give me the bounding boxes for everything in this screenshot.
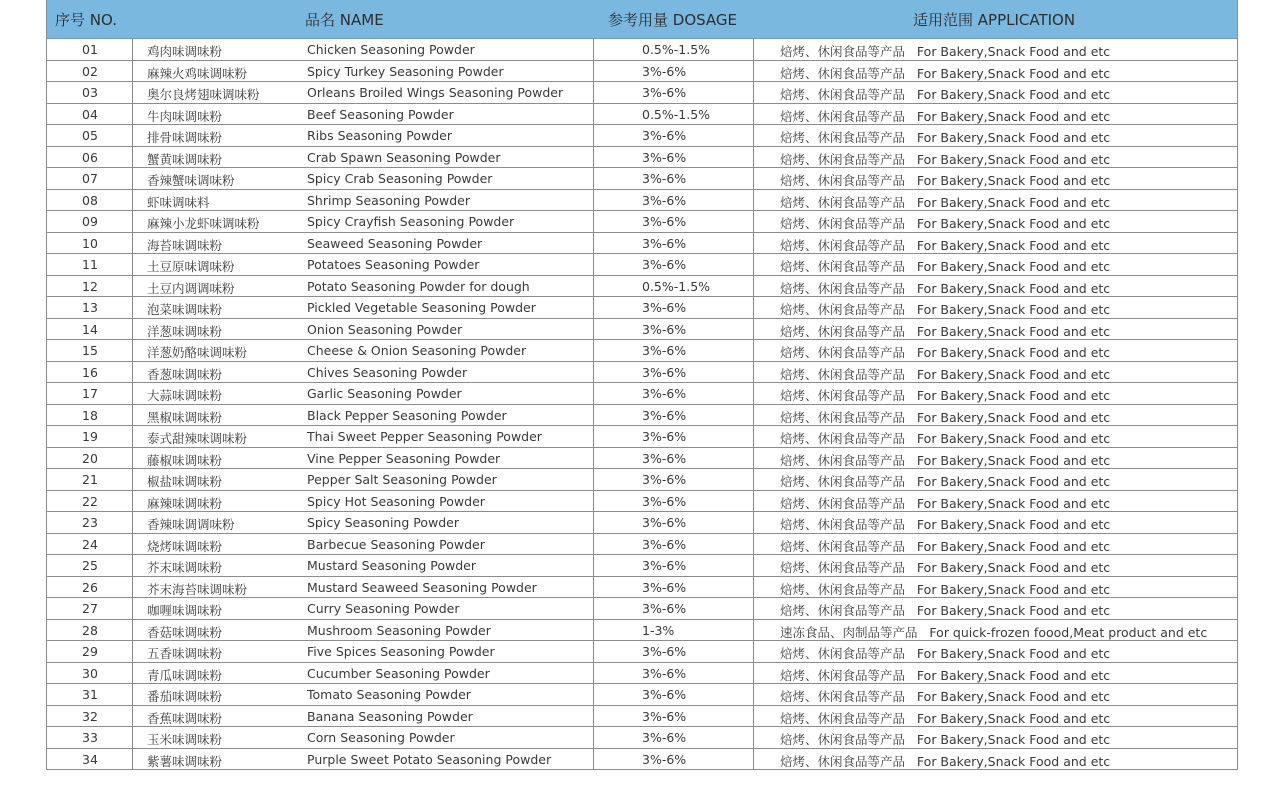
table-row (47, 512, 1237, 534)
table-row (47, 383, 1237, 405)
product-name-en: Mushroom Seasoning Powder (307, 622, 491, 638)
dosage: 3%-6% (642, 149, 687, 165)
application: 焙烤、休闲食品等产品 For Bakery,Snack Food and etc (780, 732, 1111, 747)
dosage: 3%-6% (642, 386, 687, 401)
product-name-cn: 蟹黄味调味粉 (147, 151, 223, 167)
header-no: 序号 NO. (55, 11, 117, 29)
row-number: 21 (82, 472, 98, 487)
application: 焙烤、休闲食品等产品 For Bakery,Snack Food and etc (780, 259, 1111, 274)
product-name-en: Orleans Broiled Wings Seasoning Powder (307, 85, 564, 100)
dosage: 3%-6% (642, 536, 687, 552)
product-name-cn: 五香味调味粉 (147, 646, 223, 661)
product-name-cn: 奥尔良烤翅味调味粉 (147, 87, 260, 102)
table-row (47, 319, 1237, 341)
product-name-en: Potato Seasoning Powder for dough (307, 278, 530, 294)
application: 焙烤、休闲食品等产品 For Bakery,Snack Food and etc (780, 173, 1111, 188)
row-number: 16 (82, 364, 98, 380)
row-number: 32 (82, 708, 98, 724)
product-name-en: Garlic Seasoning Powder (307, 386, 462, 401)
table-row (47, 125, 1237, 147)
product-name-en: Chives Seasoning Powder (307, 364, 468, 380)
dosage: 3%-6% (642, 730, 687, 745)
product-name-en: Curry Seasoning Powder (307, 601, 460, 616)
application: 焙烤、休闲食品等产品 For Bakery,Snack Food and etc (780, 646, 1111, 661)
row-number: 18 (82, 407, 98, 423)
product-name-en: Spicy Crab Seasoning Powder (307, 171, 493, 186)
row-number: 28 (82, 622, 98, 638)
dosage: 3%-6% (642, 601, 687, 616)
product-name-cn: 土豆内调调味粉 (147, 280, 235, 296)
product-name-en: Onion Seasoning Powder (307, 321, 463, 337)
application: 焙烤、休闲食品等产品 For Bakery,Snack Food and etc (780, 280, 1111, 296)
dosage: 3%-6% (642, 128, 687, 143)
product-name-en: Vine Pepper Seasoning Powder (307, 450, 501, 466)
table-row (47, 147, 1237, 169)
header-name: 品名 NAME (305, 11, 384, 29)
product-name-cn: 藤椒味调味粉 (147, 452, 223, 468)
application: 焙烤、休闲食品等产品 For Bakery,Snack Food and etc (780, 409, 1111, 425)
dosage: 3%-6% (642, 85, 687, 100)
table-row (47, 340, 1237, 362)
application: 焙烤、休闲食品等产品 For Bakery,Snack Food and etc (780, 517, 1111, 532)
table-row (47, 684, 1237, 706)
row-number: 23 (82, 515, 98, 530)
dosage: 3%-6% (642, 493, 687, 509)
product-name-cn: 虾味调味料 (147, 194, 210, 210)
column-divider (132, 39, 133, 770)
product-name-cn: 土豆原味调味粉 (147, 259, 235, 274)
product-name-en: Corn Seasoning Powder (307, 730, 455, 745)
row-number: 34 (82, 751, 98, 767)
product-name-en: Seaweed Seasoning Powder (307, 235, 483, 251)
dosage: 3%-6% (642, 343, 687, 358)
dosage: 3%-6% (642, 687, 687, 702)
product-name-cn: 玉米味调味粉 (147, 732, 223, 747)
dosage: 3%-6% (642, 63, 687, 79)
table-row (47, 82, 1237, 104)
dosage: 3%-6% (642, 450, 687, 466)
dosage: 3%-6% (642, 407, 687, 423)
application: 焙烤、休闲食品等产品 For Bakery,Snack Food and etc (780, 216, 1111, 231)
table-row (47, 362, 1237, 384)
application: 焙烤、休闲食品等产品 For Bakery,Snack Food and etc (780, 151, 1111, 167)
product-name-cn: 鸡肉味调味粉 (147, 44, 223, 59)
dosage: 3%-6% (642, 708, 687, 724)
product-name-en: Crab Spawn Seasoning Powder (307, 149, 501, 165)
product-name-en: Beef Seasoning Powder (307, 106, 454, 122)
row-number: 19 (82, 429, 98, 444)
row-number: 11 (82, 257, 98, 272)
product-name-en: Tomato Seasoning Powder (307, 687, 471, 702)
product-name-cn: 泰式甜辣味调味粉 (147, 431, 248, 446)
product-name-cn: 洋葱味调味粉 (147, 323, 223, 339)
product-name-cn: 海苔味调味粉 (147, 237, 223, 253)
application: 焙烤、休闲食品等产品 For Bakery,Snack Food and etc (780, 108, 1111, 124)
table-row (47, 104, 1237, 126)
application: 焙烤、休闲食品等产品 For Bakery,Snack Food and etc (780, 65, 1111, 81)
dosage: 3%-6% (642, 257, 687, 272)
application: 焙烤、休闲食品等产品 For Bakery,Snack Food and etc (780, 431, 1111, 446)
header-dosage: 参考用量 DOSAGE (608, 11, 738, 29)
product-name-cn: 青瓜味调味粉 (147, 667, 223, 683)
seasoning-product-table (46, 0, 1238, 770)
product-name-cn: 香辣蟹味调味粉 (147, 173, 235, 188)
product-name-en: Barbecue Seasoning Powder (307, 536, 485, 552)
dosage: 3%-6% (642, 364, 687, 380)
product-name-en: Spicy Turkey Seasoning Powder (307, 63, 504, 79)
table-row (47, 491, 1237, 513)
table-row (47, 555, 1237, 577)
row-number: 25 (82, 558, 98, 573)
row-number: 01 (82, 42, 98, 57)
row-number: 33 (82, 730, 98, 745)
column-divider (593, 39, 594, 770)
product-name-en: Pickled Vegetable Seasoning Powder (307, 300, 536, 315)
product-name-en: Pepper Salt Seasoning Powder (307, 472, 497, 487)
row-number: 22 (82, 493, 98, 509)
dosage: 0.5%-1.5% (642, 278, 711, 294)
dosage: 3%-6% (642, 192, 687, 208)
application: 焙烤、休闲食品等产品 For Bakery,Snack Food and etc (780, 345, 1111, 360)
product-name-cn: 椒盐味调味粉 (147, 474, 223, 489)
header-application: 适用范围 APPLICATION (913, 11, 1076, 29)
row-number: 10 (82, 235, 98, 251)
product-name-en: Spicy Crayfish Seasoning Powder (307, 214, 515, 229)
table-row (47, 663, 1237, 685)
application: 焙烤、休闲食品等产品 For Bakery,Snack Food and etc (780, 366, 1111, 382)
application: 焙烤、休闲食品等产品 For Bakery,Snack Food and etc (780, 323, 1111, 339)
row-number: 03 (82, 85, 98, 100)
row-number: 30 (82, 665, 98, 681)
dosage: 3%-6% (642, 751, 687, 767)
application: 焙烤、休闲食品等产品 For Bakery,Snack Food and etc (780, 603, 1111, 618)
row-number: 05 (82, 128, 98, 143)
application: 焙烤、休闲食品等产品 For Bakery,Snack Food and etc (780, 538, 1111, 554)
dosage: 0.5%-1.5% (642, 42, 711, 57)
application: 速冻食品、肉制品等产品 For quick-frozen foood,Meat product and etc (780, 624, 1208, 640)
row-number: 14 (82, 321, 98, 337)
row-number: 12 (82, 278, 98, 294)
product-name-en: Black Pepper Seasoning Powder (307, 407, 507, 423)
row-number: 27 (82, 601, 98, 616)
table-row (47, 61, 1237, 83)
row-number: 07 (82, 171, 98, 186)
row-number: 24 (82, 536, 98, 552)
product-name-en: Banana Seasoning Powder (307, 708, 473, 724)
product-name-cn: 洋葱奶酪味调味粉 (147, 345, 248, 360)
product-name-cn: 香蕉味调味粉 (147, 710, 223, 726)
product-name-en: Spicy Hot Seasoning Powder (307, 493, 485, 509)
application: 焙烤、休闲食品等产品 For Bakery,Snack Food and etc (780, 689, 1111, 704)
row-number: 17 (82, 386, 98, 401)
row-number: 13 (82, 300, 98, 315)
product-name-cn: 牛肉味调味粉 (147, 108, 223, 124)
row-number: 20 (82, 450, 98, 466)
table-row (47, 190, 1237, 212)
dosage: 3%-6% (642, 644, 687, 659)
product-name-en: Chicken Seasoning Powder (307, 42, 475, 57)
table-row (47, 168, 1237, 190)
table-row (47, 469, 1237, 491)
product-name-cn: 麻辣味调味粉 (147, 495, 223, 511)
application: 焙烤、休闲食品等产品 For Bakery,Snack Food and etc (780, 667, 1111, 683)
column-divider (753, 39, 754, 770)
table-body (46, 39, 1238, 770)
table-row (47, 426, 1237, 448)
dosage: 3%-6% (642, 235, 687, 251)
application: 焙烤、休闲食品等产品 For Bakery,Snack Food and etc (780, 560, 1111, 575)
dosage: 0.5%-1.5% (642, 106, 711, 122)
table-row (47, 620, 1237, 642)
product-name-cn: 麻辣小龙虾味调味粉 (147, 216, 260, 231)
product-name-cn: 紫薯味调味粉 (147, 753, 223, 769)
dosage: 1-3% (642, 622, 675, 638)
product-name-cn: 芥末海苔味调味粉 (147, 581, 248, 597)
product-name-en: Mustard Seasoning Powder (307, 558, 477, 573)
application: 焙烤、休闲食品等产品 For Bakery,Snack Food and etc (780, 130, 1111, 145)
product-name-en: Shrimp Seasoning Powder (307, 192, 470, 208)
product-name-en: Purple Sweet Potato Seasoning Powder (307, 751, 552, 767)
table-row (47, 448, 1237, 470)
row-number: 06 (82, 149, 98, 165)
product-name-cn: 芥末味调味粉 (147, 560, 223, 575)
product-name-cn: 咖喱味调味粉 (147, 603, 223, 618)
table-row (47, 577, 1237, 599)
application: 焙烤、休闲食品等产品 For Bakery,Snack Food and etc (780, 710, 1111, 726)
dosage: 3%-6% (642, 171, 687, 186)
product-name-cn: 泡菜味调味粉 (147, 302, 223, 317)
table-row (47, 405, 1237, 427)
dosage: 3%-6% (642, 214, 687, 229)
application: 焙烤、休闲食品等产品 For Bakery,Snack Food and etc (780, 237, 1111, 253)
row-number: 09 (82, 214, 98, 229)
application: 焙烤、休闲食品等产品 For Bakery,Snack Food and etc (780, 753, 1111, 769)
dosage: 3%-6% (642, 321, 687, 337)
table-row (47, 254, 1237, 276)
table-row (47, 276, 1237, 298)
product-name-en: Ribs Seasoning Powder (307, 128, 452, 143)
application: 焙烤、休闲食品等产品 For Bakery,Snack Food and etc (780, 388, 1111, 403)
table-row (47, 534, 1237, 556)
application: 焙烤、休闲食品等产品 For Bakery,Snack Food and etc (780, 194, 1111, 210)
row-number: 15 (82, 343, 98, 358)
row-number: 31 (82, 687, 98, 702)
application: 焙烤、休闲食品等产品 For Bakery,Snack Food and etc (780, 44, 1111, 59)
dosage: 3%-6% (642, 429, 687, 444)
row-number: 04 (82, 106, 98, 122)
product-name-cn: 大蒜味调味粉 (147, 388, 223, 403)
table-row (47, 297, 1237, 319)
table-header (46, 0, 1238, 39)
table-row (47, 706, 1237, 728)
product-name-en: Five Spices Seasoning Powder (307, 644, 495, 659)
product-name-cn: 麻辣火鸡味调味粉 (147, 65, 248, 81)
table-row (47, 749, 1237, 771)
application: 焙烤、休闲食品等产品 For Bakery,Snack Food and etc (780, 87, 1111, 102)
product-name-en: Thai Sweet Pepper Seasoning Powder (307, 429, 542, 444)
product-name-en: Spicy Seasoning Powder (307, 515, 459, 530)
row-number: 08 (82, 192, 98, 208)
product-name-en: Cheese & Onion Seasoning Powder (307, 343, 527, 358)
table-row (47, 641, 1237, 663)
application: 焙烤、休闲食品等产品 For Bakery,Snack Food and etc (780, 302, 1111, 317)
product-name-cn: 香菇味调味粉 (147, 624, 223, 640)
row-number: 02 (82, 63, 98, 79)
product-name-cn: 番茄味调味粉 (147, 689, 223, 704)
application: 焙烤、休闲食品等产品 For Bakery,Snack Food and etc (780, 581, 1111, 597)
product-name-cn: 烧烤味调味粉 (147, 538, 223, 554)
product-name-cn: 香辣味调调味粉 (147, 517, 235, 532)
dosage: 3%-6% (642, 558, 687, 573)
application: 焙烤、休闲食品等产品 For Bakery,Snack Food and etc (780, 495, 1111, 511)
table-row (47, 39, 1237, 61)
dosage: 3%-6% (642, 515, 687, 530)
application: 焙烤、休闲食品等产品 For Bakery,Snack Food and etc (780, 474, 1111, 489)
product-name-en: Cucumber Seasoning Powder (307, 665, 490, 681)
product-name-cn: 香葱味调味粉 (147, 366, 223, 382)
application: 焙烤、休闲食品等产品 For Bakery,Snack Food and etc (780, 452, 1111, 468)
product-name-en: Mustard Seaweed Seasoning Powder (307, 579, 537, 595)
dosage: 3%-6% (642, 300, 687, 315)
product-name-cn: 排骨味调味粉 (147, 130, 223, 145)
dosage: 3%-6% (642, 472, 687, 487)
table-row (47, 598, 1237, 620)
dosage: 3%-6% (642, 579, 687, 595)
product-name-cn: 黑椒味调味粉 (147, 409, 223, 425)
table-row (47, 233, 1237, 255)
dosage: 3%-6% (642, 665, 687, 681)
table-row (47, 727, 1237, 749)
table-row (47, 211, 1237, 233)
row-number: 29 (82, 644, 98, 659)
row-number: 26 (82, 579, 98, 595)
product-name-en: Potatoes Seasoning Powder (307, 257, 480, 272)
